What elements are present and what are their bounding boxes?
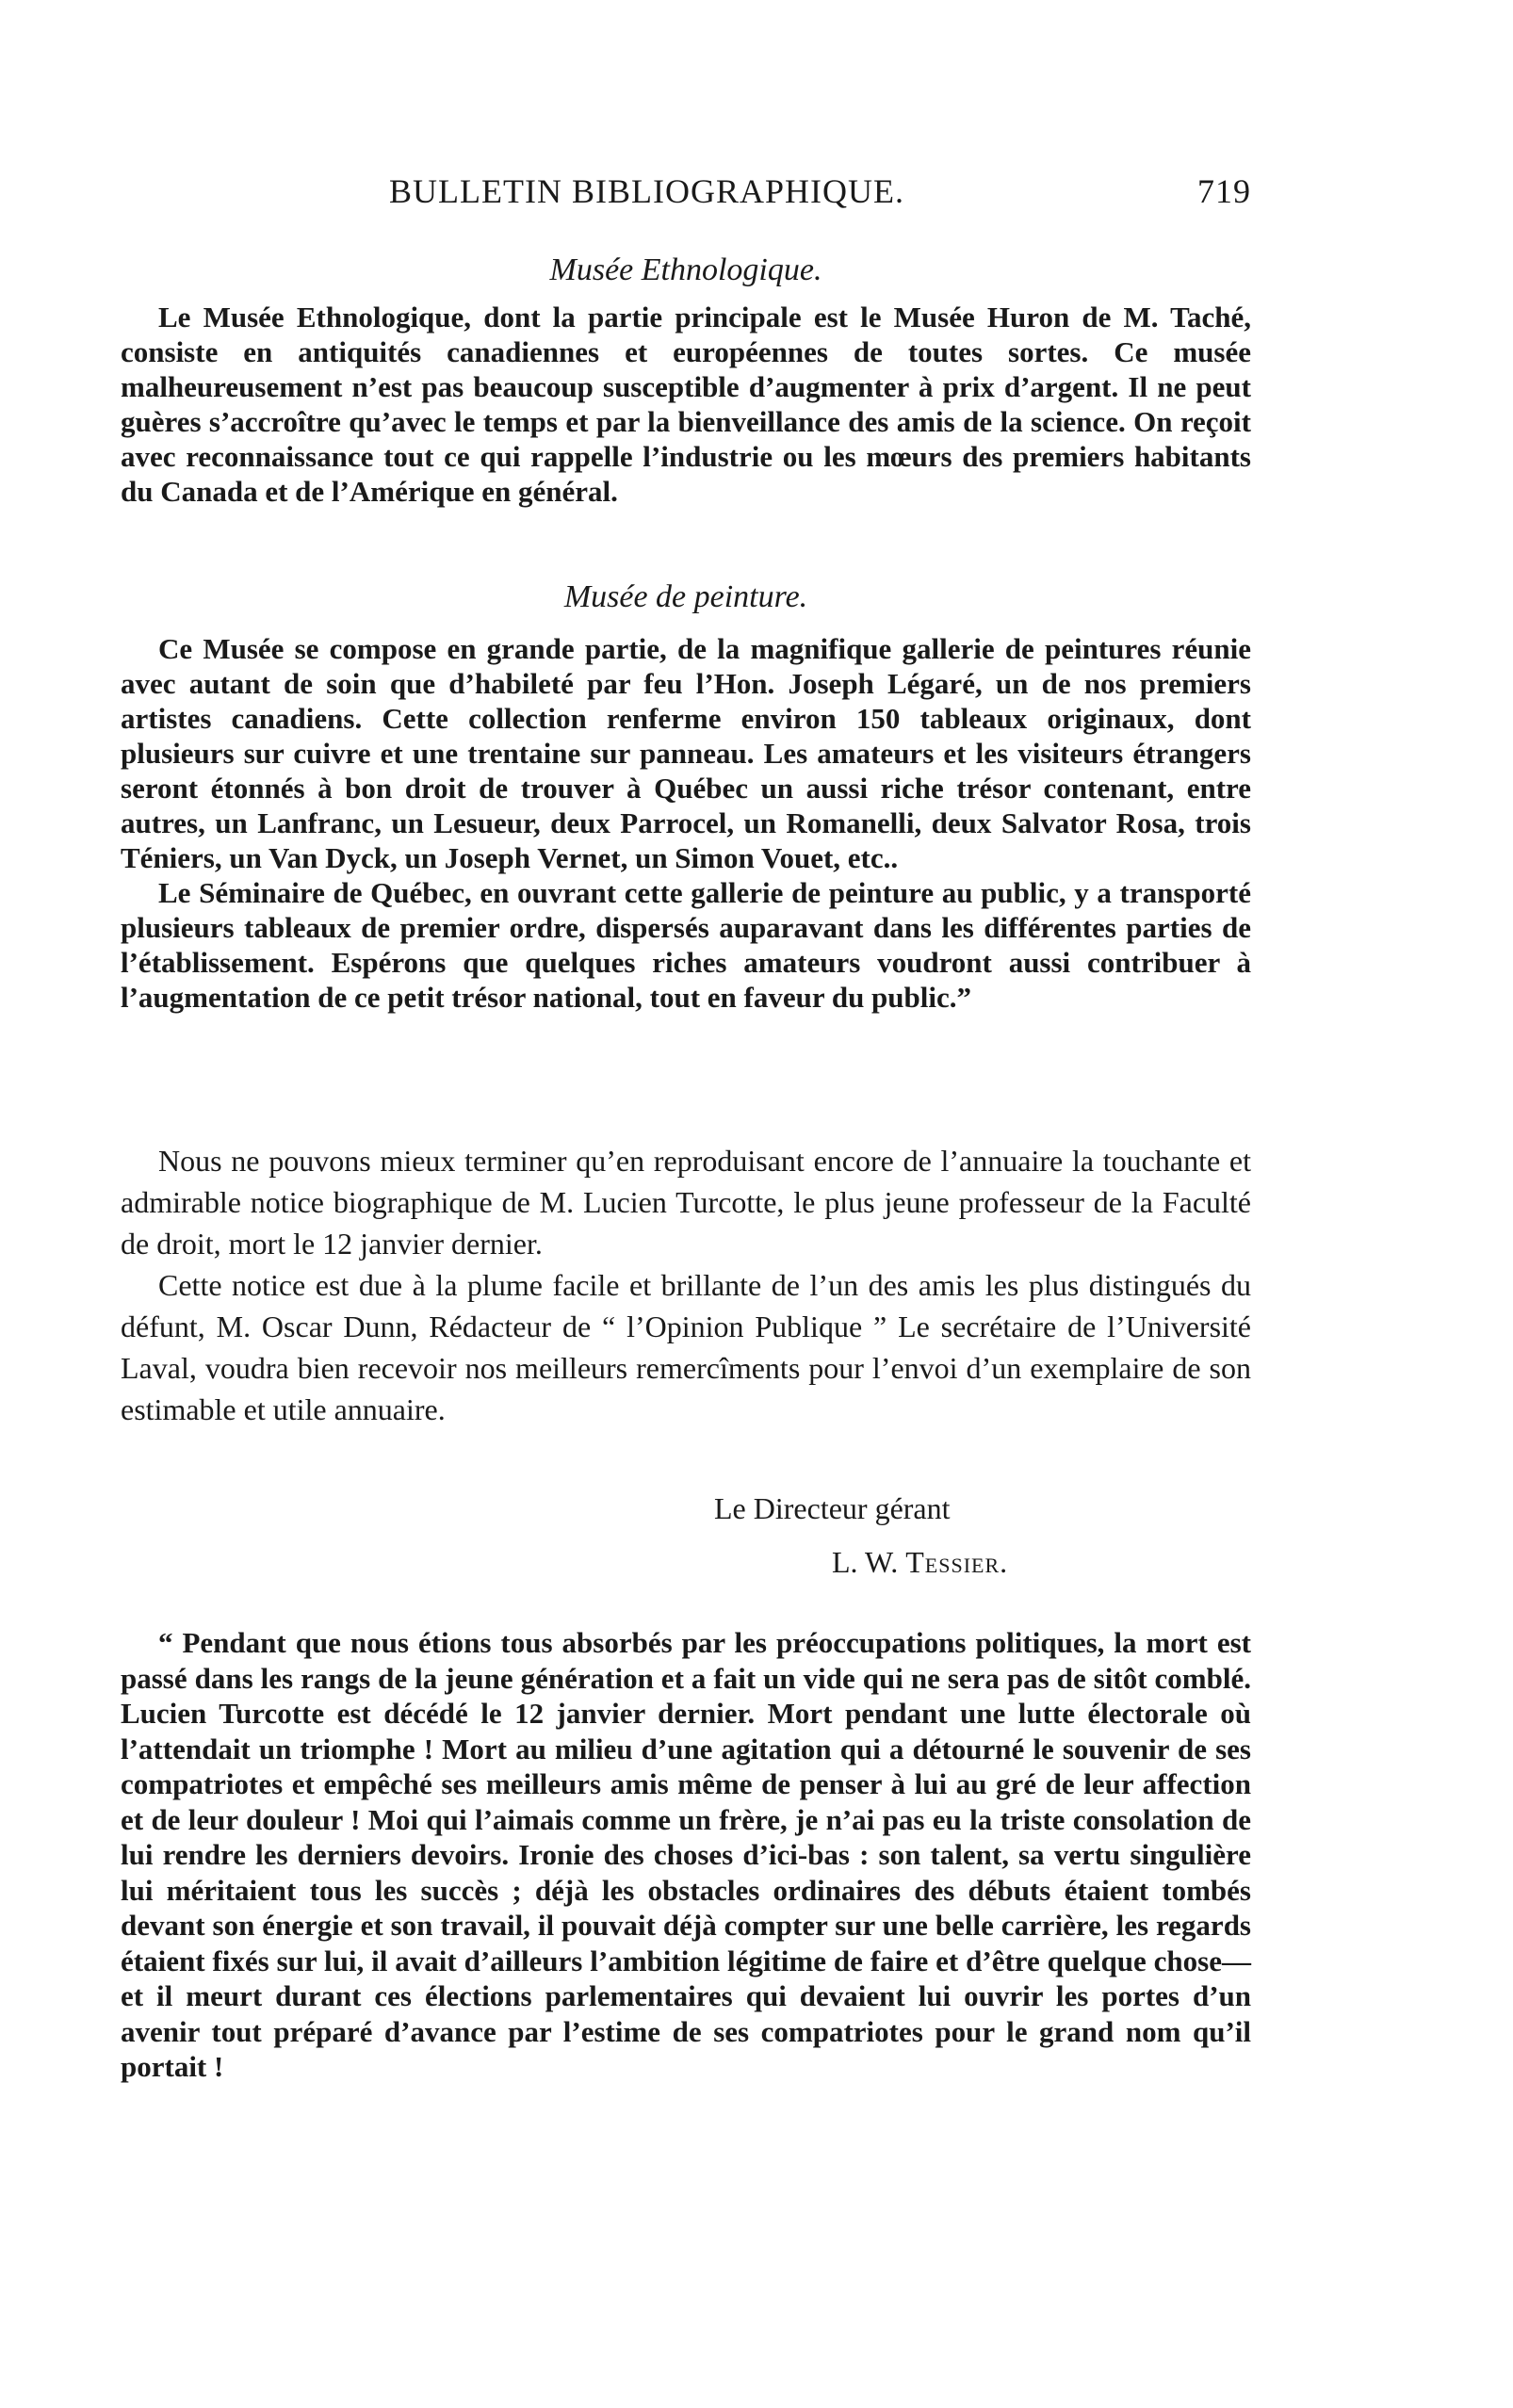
signature-initials: L. W. [832,1545,899,1579]
page-number: 719 [1197,172,1251,210]
paragraph: Le Musée Ethnologique, dont la partie principale est le Musée Huron de M. Taché, consiste en antiquités canadiennes et européennes de toutes sortes. Ce musée malheureusement n’est pas beaucoup susceptible d’augmenter à prix d’argent. Il ne peut guères s’accroître qu’avec le temps et par la bienveillance des amis de la science. On reçoit avec reconnaissance tout ce qui rappelle l’industrie ou les mœurs des premiers habitants du Canada et de l’Amérique en général. [121,301,1251,508]
document-page [121,0,1251,2408]
paragraph: Cette notice est due à la plume facile et brillante de l’un des amis les plus distingués du défunt, M. Oscar Dunn, Rédacteur de “ l’Opinion Publique ” Le secrétaire de l’Université Laval, voudra bien recevoir nos meilleurs remercîments pour l’envoi d’un exemplaire de son estimable et utile annuaire. [121,1268,1251,1426]
editorial-body [121,1140,1251,1430]
section-heading: Musée de peinture. [563,579,808,614]
paragraph: Le Séminaire de Québec, en ouvrant cette gallerie de peinture au public, y a transporté plusieurs tableaux de premier ordre, dispersés auparavant dans les différentes parties de l’établissement. Espérons que quelques riches amateurs voudront aussi contribuer à l’augmentation de ce petit trésor national, tout en faveur du public.” [121,876,1251,1014]
section-musee-de-peinture-body [121,631,1251,1015]
quotation-block [121,1625,1251,2085]
section-musee-ethnologique [121,252,1251,288]
quotation: “ Pendant que nous étions tous absorbés par les préoccupations politiques, la mort est passé dans les rangs de la jeune génération et a fait un vide qui ne sera pas de sitôt comblé. Lucien Turcotte est décédé le 12 janvier dernier. Mort pendant une lutte électorale où l’attendait un triomphe ! Mort au milieu d’une agitation qui a détourné le souvenir de ses compatriotes et empêché ses meilleurs amis même de penser à lui au gré de leur affection et de leur douleur ! Moi qui l’aimais comme un frère, je n’ai pas eu la triste consolation de lui rendre les derniers devoirs. Ironie des choses d’ici-bas : son talent, sa vertu singulière lui méritaient tous les succès ; déjà les obstacles ordinaires des débuts étaient tombés devant son énergie et son travail, il pouvait déjà compter sur une belle carrière, les regards étaient fixés sur lui, il avait d’ailleurs l’ambition légitime de faire et d’être quelque chose—et il meurt durant ces élections parlementaires qui devaient lui ouvrir les portes d’un avenir tout préparé d’avance par l’estime de ses compatriotes pour le grand nom qu’il portait ! [121,1626,1251,2083]
section-heading: Musée Ethnologique. [549,252,822,287]
signature-role: Le Directeur gérant [714,1491,951,1525]
paragraph: Nous ne pouvons mieux terminer qu’en reproduisant encore de l’annuaire la touchante et admirable notice biographique de M. Lucien Turcotte, le plus jeune professeur de la Faculté de droit, mort le 12 janvier dernier. [121,1144,1251,1261]
section-musee-ethnologique-body [121,300,1251,509]
signature-name [832,1545,1008,1580]
section-musee-de-peinture [121,579,1251,615]
signature-surname: Tessier. [905,1545,1009,1579]
running-title: BULLETIN BIBLIOGRAPHIQUE. [389,172,904,210]
running-head [121,171,1251,219]
paragraph: Ce Musée se compose en grande partie, de la magnifique gallerie de peintures réunie avec autant de soin que d’habileté par feu l’Hon. Joseph Légaré, un de nos premiers artistes canadiens. Cette collection renferme environ 150 tableaux originaux, dont plusieurs sur cuivre et une trentaine sur panneau. Les amateurs et les visiteurs étrangers seront étonnés à bon droit de trouver à Québec un aussi riche trésor contenant, entre autres, un Lanfranc, un Lesueur, deux Parrocel, un Romanelli, deux Salvator Rosa, trois Téniers, un Van Dyck, un Joseph Vernet, un Simon Vouet, etc.. [121,632,1251,874]
